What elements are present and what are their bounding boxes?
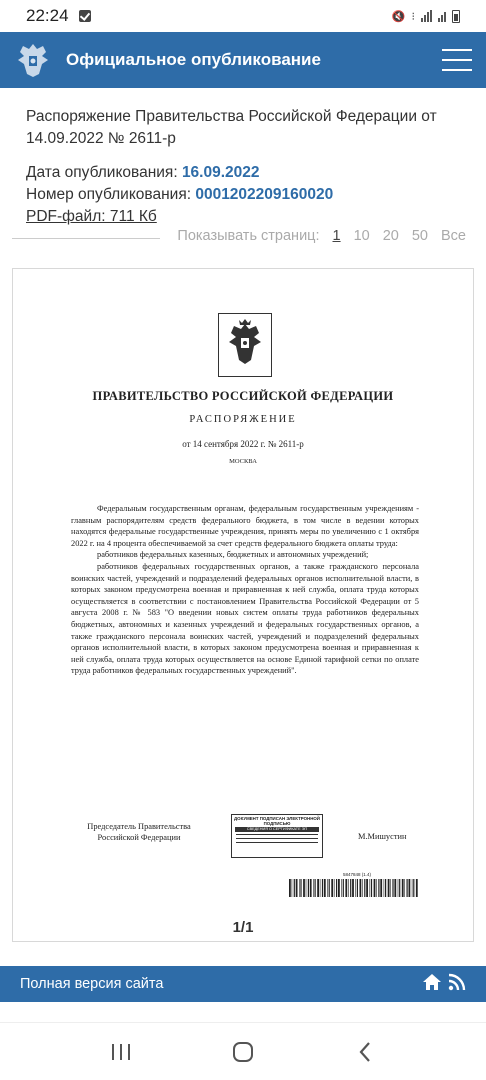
site-header [0,32,486,88]
pager-option-all[interactable]: Все [441,228,466,244]
document-title: Распоряжение Правительства Российской Федерации от 14.09.2022 № 2611-р [26,108,437,147]
signal-icon [421,10,432,22]
emblem-icon[interactable] [14,40,52,80]
pager-option-50[interactable]: 50 [411,228,428,244]
status-time: 22:24 [26,6,69,25]
notification-check-icon [79,10,91,22]
signal-icon-2 [438,10,446,22]
barcode-number: 5847848 (1.4) [343,872,372,877]
doc-city: МОСКВА [229,458,257,465]
publication-date-value: 16.09.2022 [181,164,260,181]
doc-government-heading: ПРАВИТЕЛЬСТВО РОССИЙСКОЙ ФЕДЕРАЦИИ [92,389,394,403]
wifi-icon: ⁝ [411,10,415,23]
document-preview[interactable] [12,268,474,942]
hamburger-menu-icon[interactable] [442,49,472,71]
doc-type: РАСПОРЯЖЕНИЕ [189,414,297,425]
status-bar [0,0,486,32]
pager-option-20[interactable]: 20 [382,228,399,244]
publication-number: Номер опубликования: 0001202209160020 [26,186,334,203]
full-version-link[interactable]: Полная версия сайта [20,976,164,992]
recent-apps-icon[interactable] [101,1032,141,1072]
publication-number-value: 0001202209160020 [195,186,334,203]
signatory-title: Председатель Правительства Российской Федерации [87,822,191,842]
home-icon[interactable] [422,973,442,996]
home-button-icon[interactable] [223,1032,263,1072]
publication-date: Дата опубликования: 16.09.2022 [26,164,260,181]
pdf-link[interactable]: PDF-файл: 711 Кб [26,208,157,225]
back-icon[interactable] [345,1032,385,1072]
barcode-icon [289,879,419,897]
coat-of-arms-icon [218,313,272,377]
divider [12,238,160,239]
pager-option-10[interactable]: 10 [353,228,370,244]
status-icons [392,10,460,23]
document-meta [26,162,333,228]
pager-row [0,228,486,248]
pager-option-1[interactable]: 1 [332,228,341,244]
doc-paragraph-1: Федеральным государственным органам, федеральным государственным учреждениям - главным распорядителям средств федерального бюджета, в том числе в ведении которых находятся федеральные государственные учреждения, принять меры по увеличению с 1 октября 2022 г. на 4 процента обеспечиваемой за счет средств федерального бюджета оплаты труда: [71,504,419,548]
footer-icons [422,973,466,996]
doc-paragraph-3: работников федеральных государственных органов, а также гражданского персонала воинских частей, учреждений и подразделений федеральных органов исполнительной власти, в которых законом предусмотрена военная и приравненная к ней служба, оплата труда которых осуществляется в соответствии с постановлением Правительства Российской Федерации от 5 августа 2008 г. № 583 "О введении новых систем оплаты труда работников федеральных бюджетных, автономных и казенных учреждений и федеральных государственных органов, а также гражданского персонала воинских частей, учреждений и подразделений федеральных органов исполнительной власти, в которых законом предусмотрена военная и приравненная к ней служба, оплата труда которых осуществляется на основе Единой тарифной сетки по оплате труда работников федеральных государственных учреждений". [71,561,419,676]
doc-paragraph-2: работников федеральных казенных, бюджетных и автономных учреждений; [97,550,369,560]
pages-per-view-selector [177,228,466,244]
doc-body [71,503,419,677]
doc-date: от 14 сентября 2022 г. № 2611-р [182,439,304,449]
page-indicator: 1/1 [232,919,254,936]
e-signature-stamp: ДОКУМЕНТ ПОДПИСАН ЭЛЕКТРОННОЙ ПОДПИСЬЮ СВЕДЕНИЯ О СЕРТИФИКАТЕ ЭП [231,814,323,858]
site-footer [0,966,486,1002]
site-title[interactable]: Официальное опубликование [66,50,321,69]
battery-icon [452,10,460,23]
rss-icon[interactable] [448,973,466,996]
mute-icon: 🔇 [391,10,406,23]
system-nav-bar [0,1022,486,1080]
pager-label: Показывать страниц: [177,228,320,244]
document-page [13,269,473,914]
signatory-name: М.Мишустин [358,832,407,841]
